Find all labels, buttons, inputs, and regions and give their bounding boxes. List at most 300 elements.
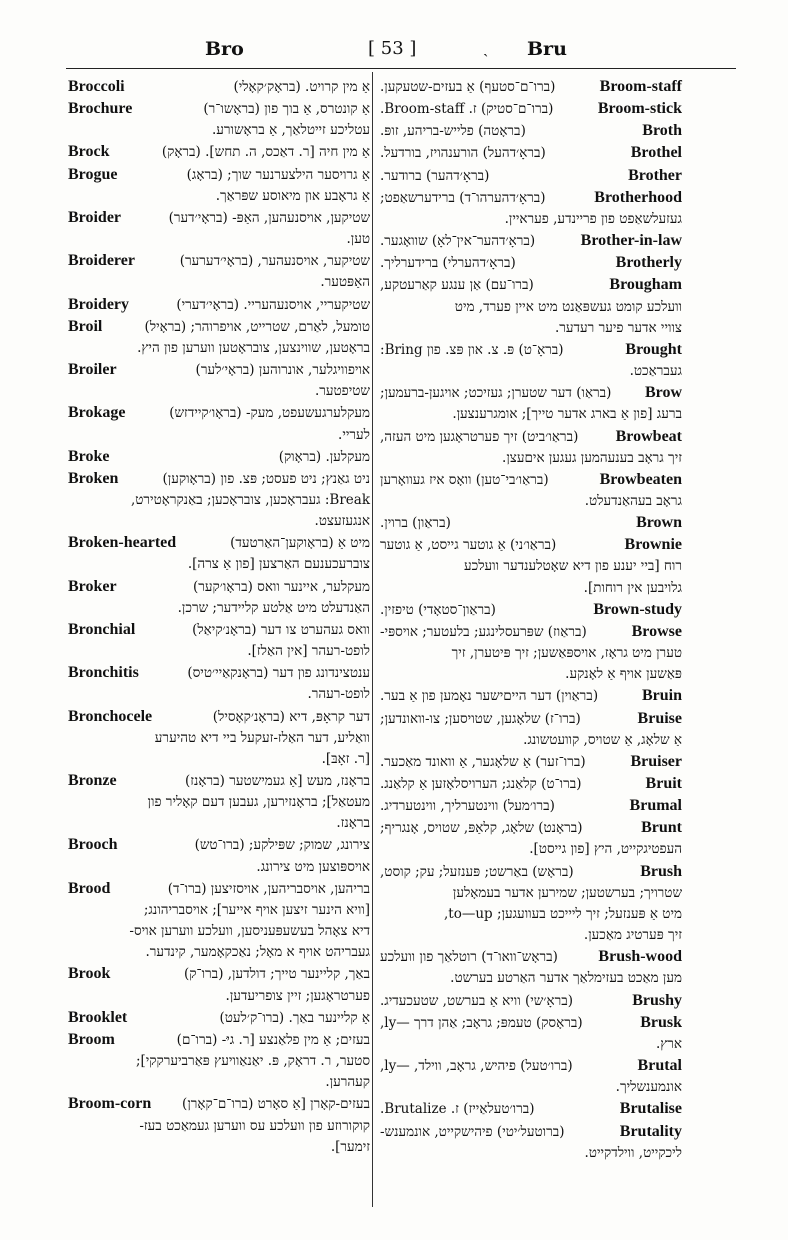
- entry-gloss-line: Break: געבראָכען, צובראָכען; באַנקראָטירט,: [130, 491, 370, 508]
- dictionary-entry: [380, 1012, 682, 1055]
- dictionary-entry: [68, 619, 370, 662]
- entry-gloss-line: בראָנז, מעש [אַ געמישטער: [229, 773, 370, 789]
- entry-gloss-line: בראָטען, שווינצען, צובראָטען ווערען פון היץ.: [137, 339, 370, 356]
- dictionary-entry: [68, 294, 370, 316]
- entry-pron-gloss: [177, 1030, 370, 1051]
- entry-pronunciation: (בראַו): [576, 385, 612, 402]
- dictionary-entry: [68, 250, 370, 293]
- entry-gloss-line: רוטלאַך פון וועלכע: [380, 949, 477, 966]
- entry-gloss-line: מעקלער, איינער וואס: [257, 578, 370, 595]
- entry-pronunciation: (בראָטה): [478, 123, 526, 140]
- dictionary-entry: [68, 576, 370, 619]
- entry-gloss-line: צוברעכענעם האַרצען [פון אַ צרה].: [187, 556, 370, 573]
- dictionary-entry: [68, 878, 370, 964]
- dictionary-entry: [68, 207, 370, 250]
- entry-headword: Broker: [68, 577, 117, 595]
- entry-headword: Broom-staff: [599, 78, 682, 95]
- entry-pronunciation: (בראָנ׳קיאַל): [192, 621, 257, 638]
- left-column: [68, 76, 370, 1158]
- entry-pron-gloss: [380, 77, 555, 98]
- entry-gloss-line: ברוין.: [380, 515, 408, 532]
- entry-first-line: [68, 316, 370, 338]
- dictionary-entry: [68, 446, 370, 468]
- entry-first-line: [68, 770, 370, 792]
- entry-pron-gloss: [192, 620, 370, 641]
- dictionary-entry: [380, 1121, 682, 1164]
- entry-first-line: [380, 1055, 682, 1077]
- entry-first-line: [380, 76, 682, 98]
- entry-headword: Bronze: [68, 772, 117, 789]
- entry-gloss-line: ברודער.: [380, 167, 422, 184]
- entry-headword: Brother: [628, 166, 682, 184]
- entry-gloss-line: ז. Brutalize.: [380, 1101, 459, 1118]
- entry-gloss-line: דער שטערן; געזיכט; אויגען-ברעמען;: [380, 385, 572, 402]
- entry-headword: Broom-corn: [68, 1095, 152, 1113]
- entry-headword: Brokage: [68, 404, 126, 422]
- entry-gloss-line: האַנדעלט מיט אַלטע קליידער; שרכן.: [177, 599, 370, 616]
- entry-gloss-line: וועלכע קומט געשפּאַנט מיט איין פערד, מיט: [454, 298, 682, 315]
- entry-gloss-line: מיט אַ: [337, 535, 370, 552]
- entry-gloss-line: אַ מין חיה [ר. דאַכס, ה. תחש].: [205, 144, 370, 161]
- entry-pronunciation: (בראָי׳דערער): [179, 253, 254, 270]
- dictionary-entry: [380, 382, 682, 425]
- entry-gloss-line: דער קראָפּ, דיא: [289, 708, 370, 725]
- entry-pronunciation: (בראָש): [532, 863, 574, 880]
- entry-pron-gloss: [380, 231, 535, 252]
- entry-pronunciation: (ברו־ז): [544, 710, 581, 727]
- entry-gloss-line: פּאַשען אויף אַ לאָנקע.: [565, 666, 682, 683]
- entry-first-line: [68, 76, 370, 98]
- entry-first-line: [380, 708, 682, 730]
- entry-first-line: [380, 382, 682, 404]
- entry-headword: Bronchocele: [68, 707, 153, 725]
- entry-pron-gloss: [380, 513, 451, 534]
- entry-first-line: [380, 534, 682, 556]
- entry-gloss-line: עטליכע זייטלאַך, אַ בראָשורע.: [211, 122, 370, 139]
- entry-first-line: [380, 469, 682, 491]
- entry-pron-gloss: [279, 447, 370, 468]
- entry-gloss-line: באַרשט; פּענזעל; עק; קוסט,: [380, 863, 528, 880]
- entry-first-line: [68, 878, 370, 900]
- entry-gloss-line: פּ. צ. און פּצ. פון Bring:: [380, 341, 515, 358]
- entry-gloss-line: האַפּטער.: [320, 274, 370, 291]
- entry-gloss-line: מיט אַ פּענזעל; זיך ליייכט בעוועגען; to—up,: [443, 905, 682, 922]
- entry-headword: Brunt: [641, 819, 682, 837]
- entry-first-line: [380, 339, 682, 361]
- entry-first-line: [380, 751, 682, 773]
- entry-first-line: [68, 706, 370, 728]
- entry-pronunciation: (בראָי׳דער): [168, 209, 228, 226]
- entry-pronunciation: (בראָנט): [538, 820, 583, 837]
- entry-first-line: [68, 402, 370, 424]
- entry-pronunciation: (בראָיל): [144, 318, 187, 335]
- entry-first-line: [380, 274, 682, 296]
- entry-headword: Brougham: [609, 276, 682, 294]
- entry-headword: Bronchitis: [68, 664, 139, 682]
- entry-gloss-line: וואַליע, דער האַלז-זעקעל ביי דיא טהיערע: [154, 729, 370, 746]
- entry-first-line: [380, 685, 682, 707]
- dictionary-entry: [68, 316, 370, 359]
- dictionary-entry: [380, 621, 682, 685]
- entry-gloss-line: דער הייםישער נאָמען פון אַ בער.: [380, 688, 552, 705]
- entry-first-line: [68, 164, 370, 186]
- entry-gloss-line: גראָב בעהאַנדעלט.: [584, 492, 682, 509]
- entry-pronunciation: (בראָו׳קער): [193, 578, 253, 595]
- entry-gloss-line: מען מאַכט בעזימלאַך אדער האַרטע בערשט.: [450, 970, 682, 987]
- entry-pron-gloss: [380, 796, 555, 817]
- entry-headword: Broth: [642, 122, 682, 140]
- entry-headword: Browbeat: [615, 427, 682, 445]
- entry-pron-gloss: [380, 470, 549, 491]
- entry-pron-gloss: [233, 77, 370, 98]
- entry-headword: Broiderer: [68, 252, 135, 270]
- right-column: [380, 76, 682, 1164]
- entry-pron-gloss: [219, 1008, 370, 1029]
- entry-gloss-line: אַ גראָבע און מיאוסע שפּראַך.: [215, 187, 370, 204]
- dictionary-entry: [68, 1029, 370, 1093]
- dictionary-entry: [380, 751, 682, 773]
- entry-headword: Broken-hearted: [68, 534, 177, 552]
- entry-first-line: [68, 359, 370, 381]
- dictionary-entry: [380, 230, 682, 252]
- entry-pronunciation: (בראָסק): [535, 1014, 583, 1031]
- entry-headword: Broke: [68, 447, 110, 465]
- entry-gloss-line: באַך, קליינער טייך; דולדען,: [227, 966, 370, 983]
- entry-gloss-line: בראָנז.: [336, 815, 370, 832]
- entry-gloss-line: געזעלשאַפט פון פריינדע, פעראיין.: [504, 210, 682, 227]
- entry-gloss-line: ענטצינדונג פון דער: [272, 665, 370, 682]
- entry-headword: Broil: [68, 317, 103, 335]
- entry-first-line: [68, 662, 370, 684]
- entry-headword: Brock: [68, 143, 110, 161]
- entry-pron-gloss: [187, 663, 370, 684]
- dictionary-entry: [68, 76, 370, 98]
- entry-first-line: [68, 294, 370, 316]
- entry-pronunciation: (בראַו׳ביט): [521, 428, 579, 445]
- entry-gloss-line: בעזים-קאָרן [אַ סאָרט: [257, 1096, 370, 1113]
- entry-first-line: [68, 98, 370, 120]
- entry-first-line: [68, 834, 370, 856]
- entry-gloss-line: זיך פערטראָגען מיט העזה,: [380, 428, 518, 445]
- entry-pron-gloss: [380, 275, 534, 296]
- dictionary-entry: [68, 770, 370, 834]
- entry-pron-gloss: [380, 686, 598, 707]
- dictionary-entry: [68, 532, 370, 575]
- entry-pronunciation: (בראָו׳קיידזש): [169, 405, 242, 422]
- dictionary-entry: [380, 120, 682, 142]
- entry-pronunciation: (ברו־ק): [183, 966, 224, 983]
- entry-pron-gloss: [168, 879, 370, 900]
- entry-first-line: [380, 142, 682, 164]
- entry-gloss-line: וואָס איז געוואָרען: [380, 471, 472, 488]
- entry-headword: Brotherly: [615, 254, 682, 272]
- entry-gloss-line: זיך פּערטיג מאַכען.: [583, 927, 682, 944]
- entry-first-line: [380, 817, 682, 839]
- entry-gloss-line: שפּרעסלינגע; בלעטער; אויספּי-: [380, 623, 544, 640]
- entry-gloss-line: שטיקעריי, אויסנעהעריי.: [243, 296, 370, 313]
- entry-first-line: [380, 252, 682, 274]
- entry-headword: Broken: [68, 469, 119, 487]
- entry-headword: Browbeaten: [599, 470, 682, 488]
- entry-gloss-line: אַ שלאָג, אַ שטויס, קוועטשונג.: [523, 731, 682, 748]
- entry-gloss-line: פערטראָגען; זיין צופריעדען.: [225, 987, 370, 1004]
- entry-pronunciation: (ברו־ם־סטיק): [480, 101, 554, 118]
- entry-pronunciation: (ברו־ט): [541, 776, 582, 792]
- entry-pron-gloss: [380, 752, 586, 773]
- entry-first-line: [68, 532, 370, 554]
- entry-pronunciation: (בראָ׳דהערלי): [442, 255, 516, 272]
- dictionary-entry: [380, 773, 682, 795]
- entry-headword: Brutal: [637, 1057, 682, 1075]
- entry-gloss-line: געבראַכט.: [629, 363, 682, 380]
- entry-pron-gloss: [176, 295, 370, 316]
- entry-gloss-line: אנגעזעצט.: [314, 513, 370, 530]
- dictionary-entry: [68, 662, 370, 705]
- entry-pron-gloss: [162, 142, 370, 163]
- entry-gloss-line: אַ קליינער באַך.: [288, 1009, 370, 1026]
- dictionary-entry: [380, 946, 682, 989]
- entry-pronunciation: (בראָק׳קאָלי): [233, 79, 301, 95]
- entry-pronunciation: (בראַו׳ני): [510, 537, 557, 554]
- entry-pron-gloss: [380, 862, 574, 883]
- entry-pronunciation: (בראַון): [412, 515, 451, 532]
- entry-headword: Brow: [644, 384, 682, 402]
- entry-pronunciation: (בראַוז): [547, 623, 587, 640]
- entry-gloss-line: פיהישקייט, אונמענש-: [380, 1123, 493, 1140]
- entry-first-line: [68, 141, 370, 163]
- entry-gloss-line: אַ קונטרס, אַ בוך פון: [264, 101, 370, 118]
- entry-gloss-line: שוואָגער.: [380, 233, 428, 250]
- dictionary-entry: [68, 141, 370, 163]
- entry-headword: Bruise: [637, 709, 682, 727]
- entry-pron-gloss: [380, 383, 611, 404]
- entry-pron-gloss: [380, 1013, 583, 1034]
- entry-pron-gloss: [380, 427, 578, 448]
- dictionary-entry: [68, 164, 370, 207]
- entry-headword: Brumal: [629, 797, 682, 815]
- dictionary-entry: [68, 359, 370, 402]
- dictionary-entry: [380, 76, 682, 98]
- entry-gloss-line: [ר. זאָבּ].: [321, 750, 370, 767]
- entry-gloss-line: שלאָגען, שטויסען; צו-וואונדען;: [380, 710, 541, 727]
- entry-gloss-line: מעטאַל]; בראָנזירען, געבען דעם קאָליר פון: [147, 794, 370, 811]
- entry-gloss-line: טעמפּ; גראָב; אַהן דרך —ly,: [380, 1014, 532, 1031]
- entry-headword: Broidery: [68, 295, 130, 313]
- dictionary-entry: [380, 990, 682, 1012]
- entry-first-line: [68, 468, 370, 490]
- dictionary-entry: [380, 512, 682, 534]
- entry-first-line: [380, 1121, 682, 1143]
- entry-pron-gloss: [196, 360, 370, 381]
- entry-gloss-line: גלויבען אין רוחות].: [583, 579, 682, 596]
- entry-gloss-line: אַ מין קרויט.: [305, 79, 370, 95]
- entry-first-line: [68, 1007, 370, 1029]
- entry-pron-gloss: [169, 403, 370, 424]
- entry-pronunciation: (ברו־טש): [194, 837, 245, 854]
- entry-pronunciation: (ברו־ם־סטעף): [479, 79, 556, 95]
- entry-gloss-line: אויספּוצען מיט צירונג.: [256, 858, 370, 875]
- dictionary-entry: [380, 795, 682, 817]
- entry-first-line: [68, 963, 370, 985]
- entry-first-line: [380, 1098, 682, 1120]
- entry-gloss-line: טיפזין.: [380, 601, 414, 618]
- entry-first-line: [380, 98, 682, 120]
- entry-pron-gloss: [380, 99, 553, 120]
- entry-gloss-line: געבריהט אויף א מאָל; נאַכקאָמער, קינדער.: [145, 944, 370, 961]
- dictionary-entry: [68, 98, 370, 141]
- dictionary-entry: [68, 963, 370, 1006]
- entry-headword: Brush: [640, 862, 682, 880]
- entry-first-line: [380, 426, 682, 448]
- entry-gloss-line: קוקורוזע פון וועלכע עס ווערען געמאַכט בעז-: [139, 1117, 370, 1134]
- entry-pronunciation: (בראָנ׳קאָסיל): [212, 708, 285, 725]
- entry-pron-gloss: [380, 947, 558, 968]
- entry-gloss-line: זיך גראָב בענעהמען געגען איםעצן.: [502, 449, 682, 466]
- entry-pronunciation: (בראָג): [186, 166, 223, 183]
- entry-gloss-line: ברידערליך.: [380, 255, 439, 272]
- entry-pronunciation: (בראָנז): [185, 773, 225, 789]
- entry-first-line: [380, 165, 682, 187]
- entry-first-line: [380, 795, 682, 817]
- entry-first-line: [68, 250, 370, 272]
- entry-gloss-line: אַ שלאָגער, אַ וואונד מאַכער.: [380, 753, 531, 770]
- entry-first-line: [68, 1093, 370, 1115]
- entry-pronunciation: (בראָנקאַיי׳טיס): [187, 665, 269, 682]
- entry-pronunciation: (בראָ׳דהער־אין־לאָ): [431, 233, 536, 250]
- entry-pron-gloss: [163, 469, 371, 490]
- entry-pron-gloss: [380, 188, 546, 209]
- header-mark: ˏ: [483, 38, 489, 57]
- entry-pronunciation: (ברו־ק׳לעט): [219, 1009, 285, 1026]
- entry-gloss-line: שלאָג, קלאַפּ, שטויס, אָנגריף;: [380, 820, 534, 837]
- entry-first-line: [380, 861, 682, 883]
- entry-gloss-line: לופט-רעהר.: [307, 686, 370, 703]
- entry-gloss-line: בעזים; אַ מין פלאַנצע [ר. גיּ-: [221, 1031, 370, 1048]
- header-rule: [66, 68, 736, 69]
- entry-gloss-line: ליכקייט, ווילדקייט.: [584, 1144, 682, 1161]
- entry-headword: Bruiser: [630, 752, 682, 770]
- entry-pronunciation: (בראָ׳שי): [524, 992, 573, 1009]
- entry-gloss-line: לופט-רעהר [אין האַלז].: [247, 643, 370, 660]
- entry-gloss-line: אונמענשליך.: [615, 1079, 682, 1096]
- dictionary-entry: [380, 469, 682, 512]
- entry-gloss-line: שטיקער, אויסנעהער,: [257, 253, 370, 270]
- entry-pron-gloss: [380, 166, 489, 187]
- entry-first-line: [68, 207, 370, 229]
- entry-pron-gloss: [380, 535, 556, 556]
- entry-gloss-line: ווינטערליך, ווינטערדיג.: [380, 798, 499, 815]
- entry-first-line: [68, 619, 370, 641]
- entry-gloss-line: קעהרען.: [325, 1074, 370, 1091]
- entry-gloss-line: זימער].: [330, 1138, 370, 1155]
- entry-gloss-line: רוח [ביי יענע פון דיא שאָטלענדער וועלכע: [463, 558, 682, 575]
- entry-gloss-line: טומעל, לאַרם, שטרייט, אויפרוהר;: [190, 318, 370, 335]
- entry-pron-gloss: [169, 208, 370, 229]
- entry-pronunciation: (בראָש־וואו־ד): [481, 949, 558, 966]
- entry-pron-gloss: [380, 253, 516, 274]
- entry-gloss-line: ברעג [פון אַ בארג אדער טייך]; אומגרענצען.: [452, 406, 682, 423]
- entry-pronunciation: (בראַון־סטאָדי): [418, 601, 496, 618]
- dictionary-entry: [68, 1093, 370, 1157]
- entry-pronunciation: (בראָוקען): [162, 470, 217, 487]
- dictionary-entry: [380, 534, 682, 598]
- entry-headword: Brogue: [68, 165, 118, 183]
- entry-gloss-line: וואס געהערט צו דער: [260, 621, 370, 638]
- entry-gloss-line: ברידערשאַפט;: [380, 189, 455, 206]
- dictionary-entry: [380, 599, 682, 621]
- entry-gloss-line: צירונג, שמוק; שפּילקע;: [248, 837, 370, 854]
- entry-gloss-line: אַ גרויסער הילצערנער שוך;: [227, 166, 370, 183]
- entry-gloss-line: בריהען, אויסבריהען, אויסזיצען: [210, 880, 370, 897]
- entry-gloss-line: ז. Broom-staff.: [380, 101, 477, 118]
- entry-pronunciation: (בראַוין): [555, 688, 599, 705]
- dictionary-entry: [68, 468, 370, 532]
- entry-gloss-line: טערן מיט גראָז, אויספּאַשען; זיך פּיטערן, זיך: [451, 645, 682, 662]
- entry-pron-gloss: [182, 1094, 370, 1115]
- dictionary-entry: [68, 1007, 370, 1029]
- entry-gloss-line: הורענהויז, בורדעל.: [380, 145, 479, 162]
- entry-gloss-line: אַ בעזים-שטעקען.: [380, 79, 475, 95]
- entry-headword: Broiler: [68, 361, 117, 379]
- entry-pron-gloss: [380, 709, 581, 730]
- entry-pronunciation: (בראָי׳לער): [195, 362, 255, 379]
- entry-pron-gloss: [380, 143, 546, 164]
- entry-pron-gloss: [380, 340, 564, 361]
- entry-gloss-line: שטרויך; בערשטען; שמירען אדער בעמאָלען: [452, 884, 682, 901]
- entry-headword: Brutalise: [619, 1100, 682, 1118]
- dictionary-entry: [380, 252, 682, 274]
- entry-pronunciation: (ברו־עם): [485, 277, 534, 294]
- entry-pronunciation: (בראָ׳דהערהו־ד): [459, 189, 546, 206]
- entry-first-line: [68, 1029, 370, 1051]
- entry-gloss-line: מעקלען.: [325, 448, 370, 465]
- entry-pronunciation: (בראָ׳דהעל): [482, 145, 546, 162]
- entry-gloss-line: סטער, ר. דראָק, פּ. יאַנאַוויעץ פּאַרביערקקי];: [135, 1053, 370, 1070]
- entry-pronunciation: (ברו׳מעל): [502, 798, 555, 815]
- entry-pronunciation: (בראָק): [161, 144, 201, 161]
- entry-pron-gloss: [195, 835, 370, 856]
- entry-headword: Broom: [68, 1030, 115, 1048]
- entry-first-line: [380, 773, 682, 795]
- entry-pron-gloss: [380, 774, 582, 795]
- entry-gloss-line: טען.: [346, 231, 370, 248]
- dictionary-entry: [380, 98, 682, 120]
- entry-pron-gloss: [380, 1122, 565, 1143]
- entry-first-line: [380, 621, 682, 643]
- entry-pronunciation: (בראָי׳דערי): [176, 296, 240, 313]
- entry-pron-gloss: [185, 771, 370, 792]
- entry-headword: Browse: [631, 622, 682, 640]
- entry-pron-gloss: [380, 600, 496, 621]
- entry-headword: Brochure: [68, 100, 133, 118]
- entry-pronunciation: (ברו־ד): [167, 880, 207, 897]
- entry-pron-gloss: [380, 991, 573, 1012]
- entry-gloss-line: צוויי אדער פיער רעדער.: [554, 319, 682, 336]
- dictionary-entry: [380, 165, 682, 187]
- entry-gloss-line: שטיקען, אויסנעהען, האַפּ-: [232, 209, 370, 226]
- entry-pron-gloss: [145, 317, 371, 338]
- entry-headword: Broccoli: [68, 78, 125, 95]
- entry-first-line: [380, 946, 682, 968]
- dictionary-entry: [380, 1055, 682, 1098]
- dictionary-entry: [380, 685, 682, 707]
- entry-pron-gloss: [180, 251, 370, 272]
- entry-gloss-line: אויפוויגלער, אונרוהען: [258, 362, 370, 379]
- entry-gloss-line: לעריי.: [338, 426, 370, 443]
- entry-pron-gloss: [213, 707, 370, 728]
- entry-pron-gloss: [380, 818, 583, 839]
- entry-first-line: [380, 599, 682, 621]
